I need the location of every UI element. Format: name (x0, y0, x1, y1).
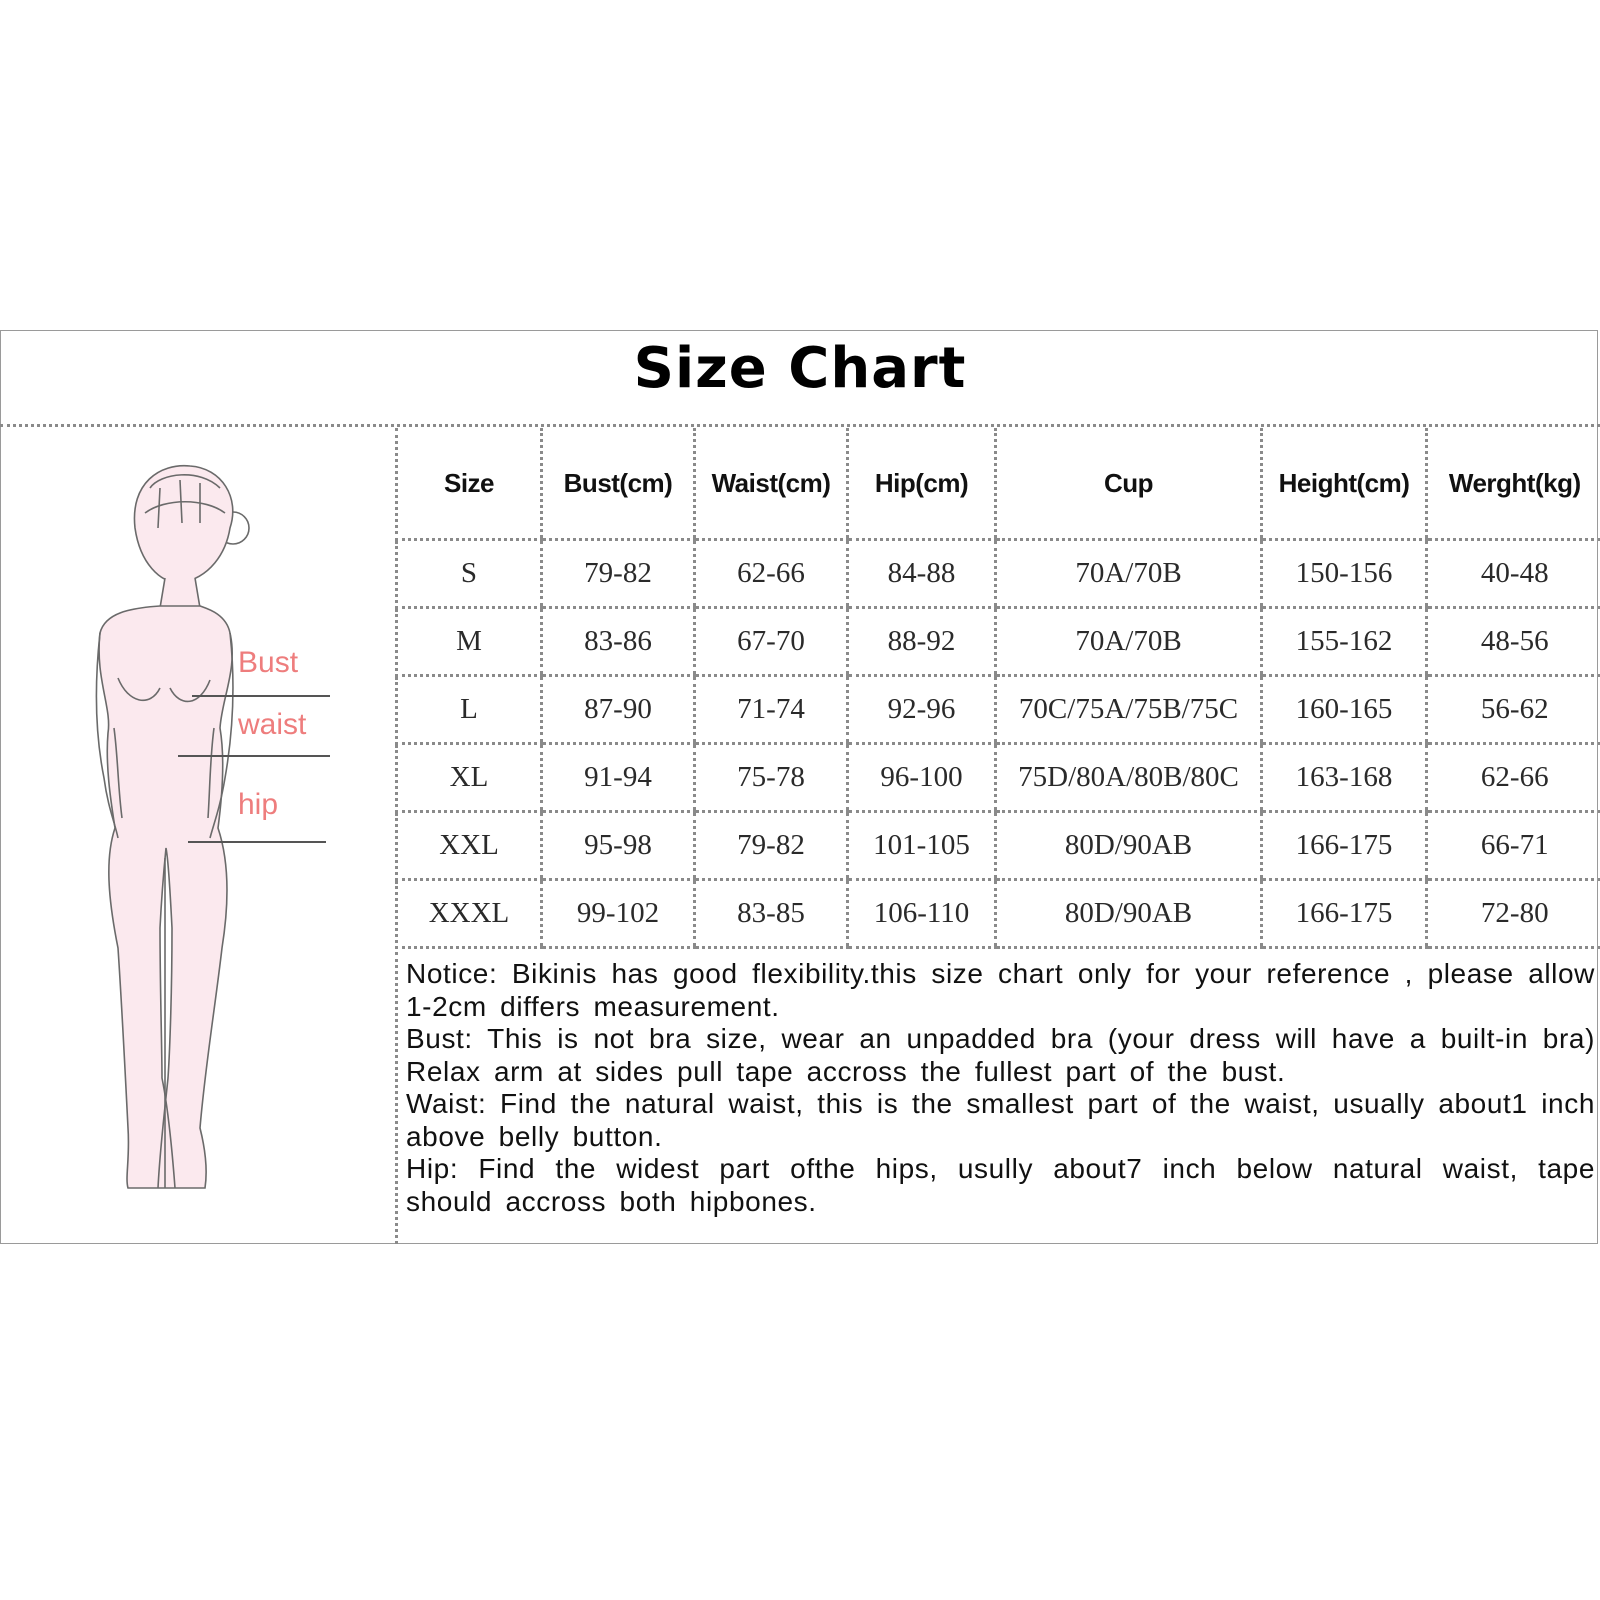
column-header: Bust(cm) (542, 428, 695, 540)
table-row (397, 880, 1600, 948)
table-header-row (397, 428, 1600, 540)
table-cell: 160-165 (1262, 676, 1427, 744)
table-cell: 106-110 (848, 880, 996, 948)
table-cell: 62-66 (1427, 744, 1600, 812)
hip-note: Hip: Find the widest part ofthe hips, usully about7 inch below natural waist, tape should accross both hipbones. (406, 1153, 1595, 1217)
table-cell: 72-80 (1427, 880, 1600, 948)
table-cell: 96-100 (848, 744, 996, 812)
column-header: Cup (996, 428, 1262, 540)
table-cell: XXL (397, 812, 542, 880)
table-cell: 166-175 (1262, 880, 1427, 948)
table-cell: 80D/90AB (996, 812, 1262, 880)
table-cell: 83-85 (695, 880, 848, 948)
table-cell: 48-56 (1427, 608, 1600, 676)
table-cell: 91-94 (542, 744, 695, 812)
page-title: Size Chart (633, 336, 967, 401)
table-cell: XL (397, 744, 542, 812)
table-cell: 166-175 (1262, 812, 1427, 880)
table-cell: L (397, 676, 542, 744)
table-cell: 66-71 (1427, 812, 1600, 880)
bust-note: Bust: This is not bra size, wear an unpadded bra (your dress will have a built-in bra) Relax arm at sides pull tape accross the fullest part of the bust. (406, 1023, 1595, 1087)
table-cell: 99-102 (542, 880, 695, 948)
table-row (397, 540, 1600, 608)
table-cell: 56-62 (1427, 676, 1600, 744)
table-cell: 70C/75A/75B/75C (996, 676, 1262, 744)
table-cell: 40-48 (1427, 540, 1600, 608)
table-cell: 84-88 (848, 540, 996, 608)
table-cell: 95-98 (542, 812, 695, 880)
table-cell: 71-74 (695, 676, 848, 744)
measurement-notes (395, 952, 1595, 1244)
table-cell: 83-86 (542, 608, 695, 676)
table-cell: 75-78 (695, 744, 848, 812)
table-row (397, 744, 1600, 812)
table-cell: 79-82 (542, 540, 695, 608)
title-divider (0, 424, 1600, 427)
table-cell: 67-70 (695, 608, 848, 676)
column-header: Hip(cm) (848, 428, 996, 540)
waist-label: waist (238, 708, 307, 741)
table-cell: 79-82 (695, 812, 848, 880)
column-header: Size (397, 428, 542, 540)
woman-figure-icon (0, 428, 395, 1244)
waist-note: Waist: Find the natural waist, this is the smallest part of the waist, usually about1 inch above belly button. (406, 1088, 1595, 1152)
bust-label: Bust (238, 646, 299, 679)
hip-label: hip (238, 788, 279, 821)
table-cell: 155-162 (1262, 608, 1427, 676)
table-cell: 92-96 (848, 676, 996, 744)
table-cell: 75D/80A/80B/80C (996, 744, 1262, 812)
notice-note: Notice: Bikinis has good flexibility.this size chart only for your reference , please allow 1-2cm differs measurement. (406, 958, 1595, 1022)
table-cell: 62-66 (695, 540, 848, 608)
table-cell: S (397, 540, 542, 608)
table-cell: M (397, 608, 542, 676)
size-table-container (395, 428, 1600, 949)
table-cell: 87-90 (542, 676, 695, 744)
column-header: Height(cm) (1262, 428, 1427, 540)
table-row (397, 608, 1600, 676)
table-cell: XXXL (397, 880, 542, 948)
table-cell: 150-156 (1262, 540, 1427, 608)
column-header: Werght(kg) (1427, 428, 1600, 540)
table-cell: 70A/70B (996, 608, 1262, 676)
table-cell: 88-92 (848, 608, 996, 676)
body-figure-panel (0, 428, 395, 1244)
table-row (397, 676, 1600, 744)
table-cell: 70A/70B (996, 540, 1262, 608)
table-row (397, 812, 1600, 880)
table-cell: 163-168 (1262, 744, 1427, 812)
table-cell: 80D/90AB (996, 880, 1262, 948)
size-table (395, 428, 1600, 949)
table-cell: 101-105 (848, 812, 996, 880)
column-header: Waist(cm) (695, 428, 848, 540)
